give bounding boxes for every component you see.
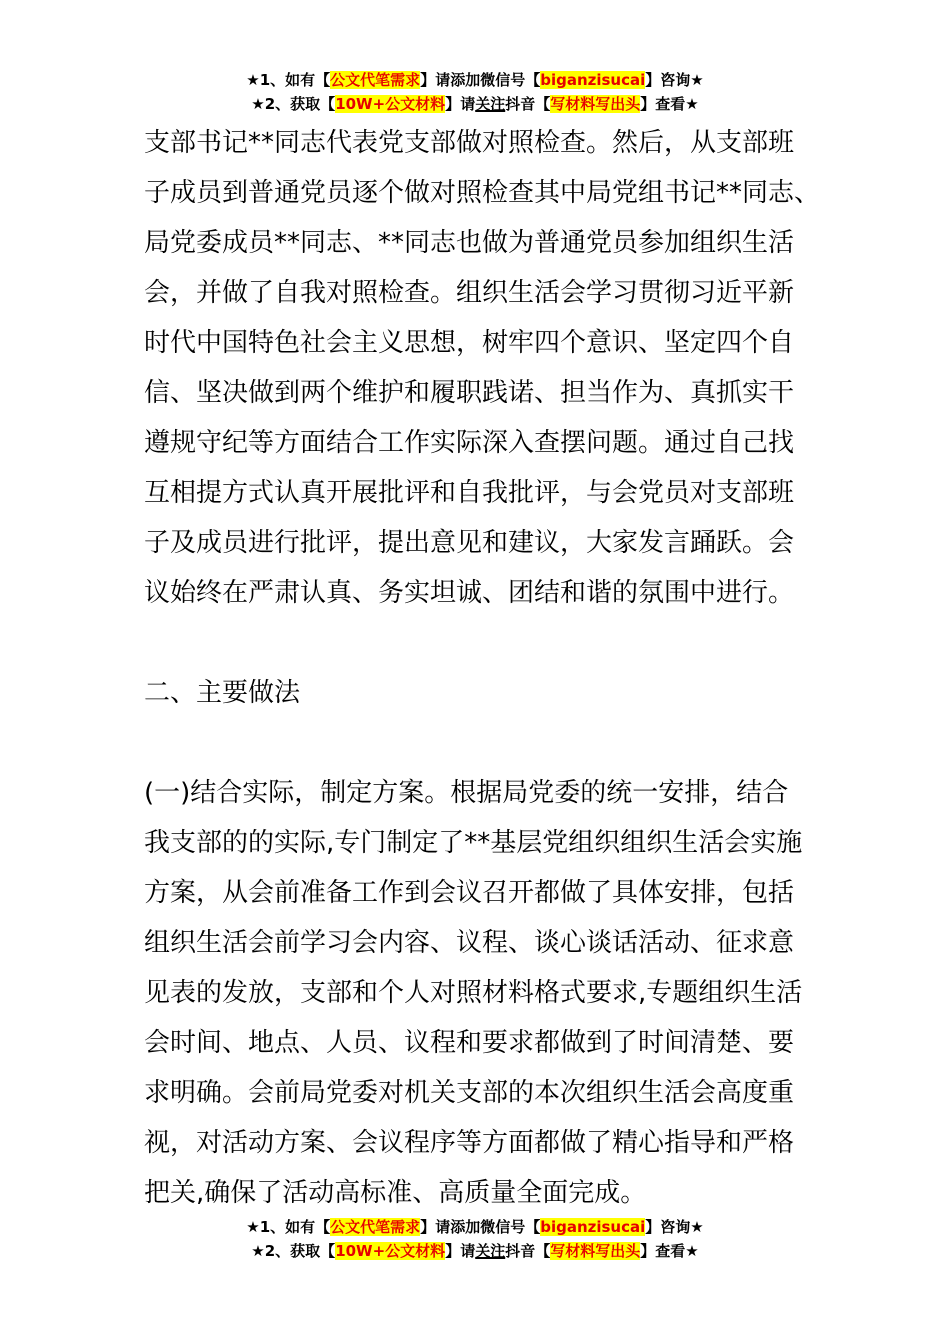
promo-text: 】请 [445,95,476,113]
text-line: 信、坚决做到两个维护和履职践诺、担当作为、真抓实干 [144,378,795,408]
text-line: 局党委成员**同志、**同志也做为普通党员参加组织生活 [144,228,795,258]
promo-text: ★2、获取【 [251,1242,336,1260]
promo-line-1 [0,1215,950,1239]
promo-line-2 [0,92,950,116]
text-line: 会时间、地点、人员、议程和要求都做到了时间清楚、要 [144,1028,795,1058]
spacer [144,718,824,768]
text-line: 把关,确保了活动高标准、高质量全面完成。 [144,1178,647,1208]
promo-text: ★1、如有【 [246,71,331,89]
douyin-id-highlight: 写材料写出头 [550,95,641,113]
spacer [144,618,824,668]
text-line: 组织生活会前学习会内容、议程、谈心谈话活动、征求意 [144,928,795,958]
text-line: 议始终在严肃认真、务实坦诚、团结和谐的氛围中进行。 [144,578,795,608]
text-line: (一)结合实际，制定方案。根据局党委的统一安排，结合 [144,778,789,808]
promo-text: 抖音【 [505,95,551,113]
promo-text: ★2、获取【 [251,95,336,113]
promo-highlight: 10W+公文材料 [335,1242,446,1260]
promo-text: 】请添加微信号【 [420,1218,541,1236]
promo-text: 】咨询★ [645,71,704,89]
text-line: 见表的发放，支部和个人对照材料格式要求,专题组织生活 [144,978,803,1008]
text-line: 视，对活动方案、会议程序等方面都做了精心指导和严格 [144,1128,795,1158]
promo-underlined-text: 关注 [475,1242,506,1260]
text-line: 支部书记**同志代表党支部做对照检查。然后，从支部班 [144,128,795,158]
text-line: 时代中国特色社会主义思想，树牢四个意识、坚定四个自 [144,328,795,358]
text-line: 互相提方式认真开展批评和自我批评，与会党员对支部班 [144,478,795,508]
text-line: 子成员到普通党员逐个做对照检查其中局党组书记**同志、 [144,178,821,208]
promo-text: 】查看★ [640,1242,699,1260]
promo-line-2 [0,1239,950,1263]
text-line: 方案，从会前准备工作到会议召开都做了具体安排，包括 [144,878,795,908]
promo-text: 】查看★ [640,95,699,113]
text-line: 子及成员进行批评，提出意见和建议，大家发言踊跃。会 [144,528,795,558]
wechat-id-highlight: biganzisucai [540,1218,646,1236]
promo-highlight: 公文代笔需求 [330,71,421,89]
douyin-id-highlight: 写材料写出头 [550,1242,641,1260]
promo-text: ★1、如有【 [246,1218,331,1236]
promo-text: 】咨询★ [645,1218,704,1236]
text-line: 遵规守纪等方面结合工作实际深入查摆问题。通过自己找 [144,428,795,458]
text-line: 求明确。会前局党委对机关支部的本次组织生活会高度重 [144,1078,795,1108]
promo-underlined-text: 关注 [475,95,506,113]
text-line: 我支部的的实际,专门制定了**基层党组织组织生活会实施 [144,828,803,858]
promo-highlight: 10W+公文材料 [335,95,446,113]
promo-text: 抖音【 [505,1242,551,1260]
bottom-promo-banner [0,1215,950,1263]
top-promo-banner [0,68,950,116]
document-body [144,118,824,1218]
promo-text: 】请添加微信号【 [420,71,541,89]
paragraph-2 [144,768,824,1218]
promo-text: 】请 [445,1242,476,1260]
promo-highlight: 公文代笔需求 [330,1218,421,1236]
section-heading: 二、主要做法 [144,678,301,708]
promo-line-1 [0,68,950,92]
paragraph-1 [144,118,824,618]
wechat-id-highlight: biganzisucai [540,71,646,89]
text-line: 会，并做了自我对照检查。组织生活会学习贯彻习近平新 [144,278,795,308]
